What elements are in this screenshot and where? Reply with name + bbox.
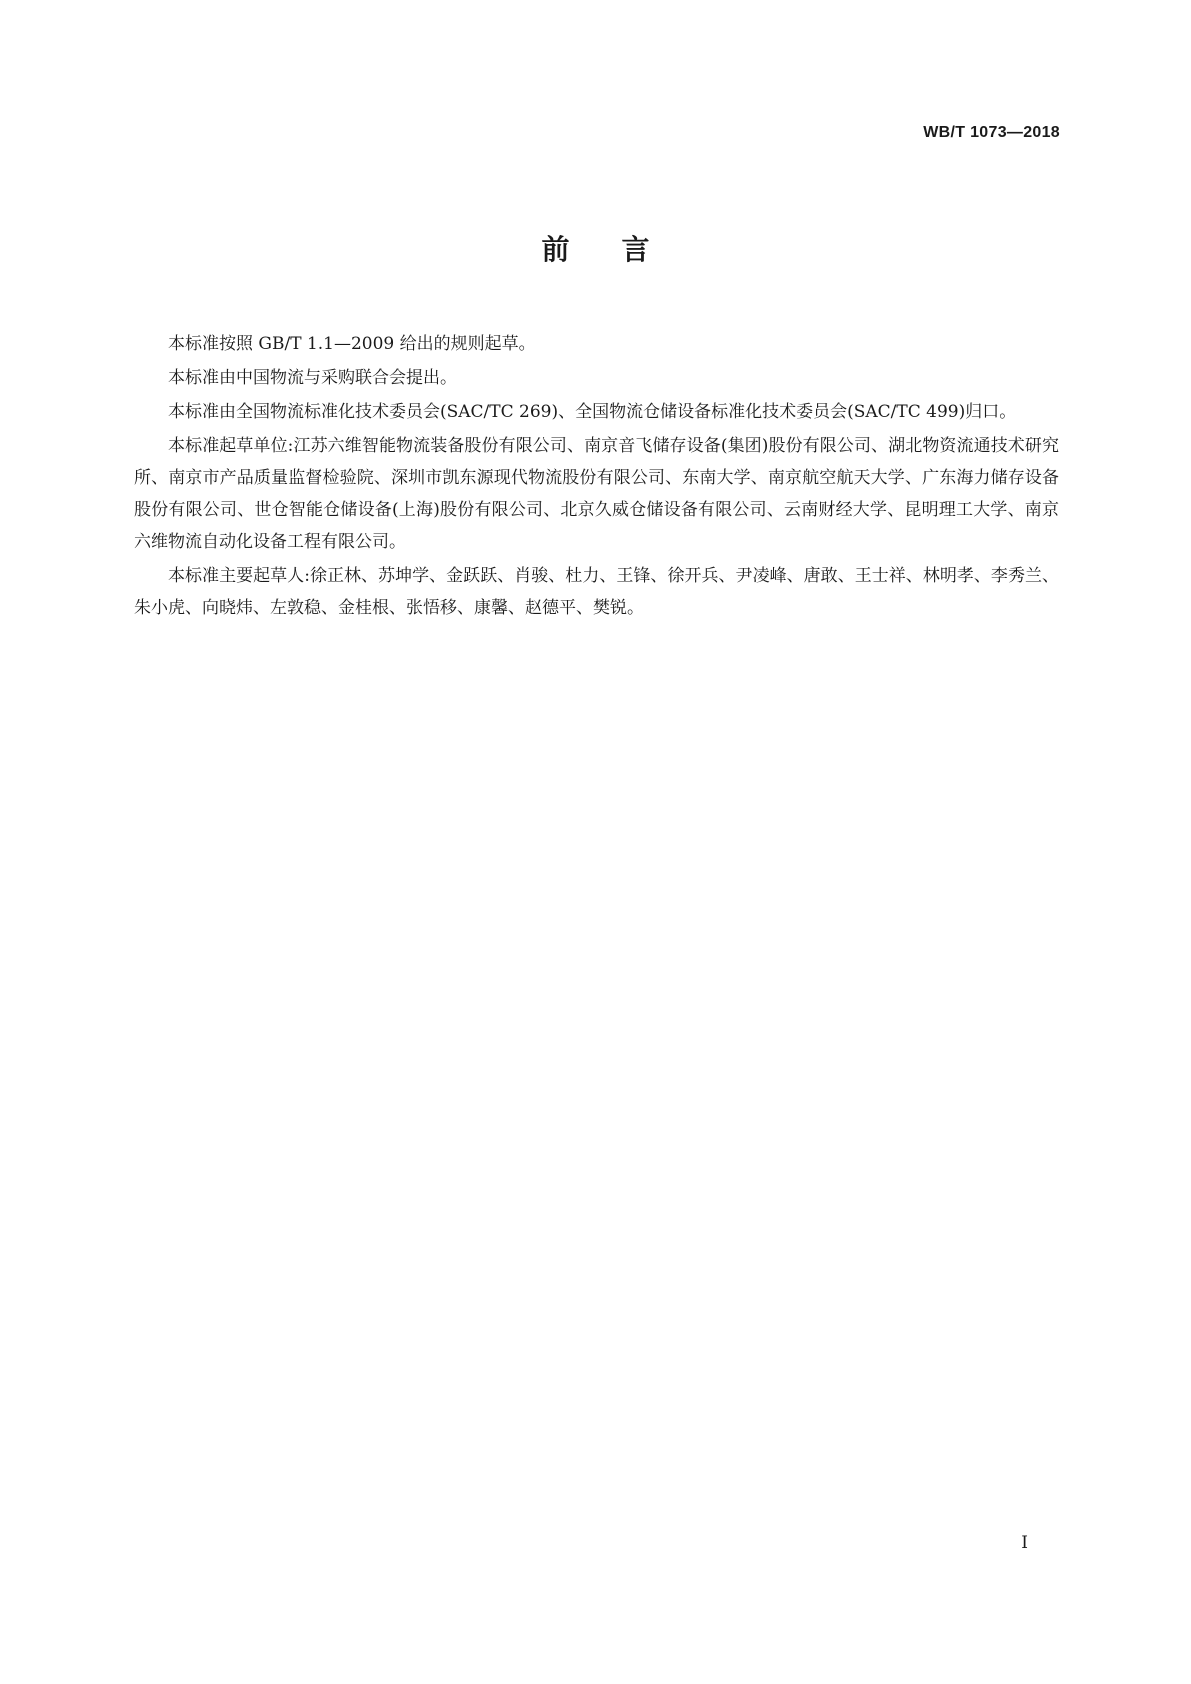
foreword-body bbox=[134, 328, 1059, 626]
paragraph-proposer: 本标准由中国物流与采购联合会提出。 bbox=[168, 368, 457, 388]
paragraph-administration: 本标准由全国物流标准化技术委员会(SAC/TC 269)、全国物流仓储设备标准化技术委员会(SAC/TC 499)归口。 bbox=[168, 402, 1017, 422]
page-number: I bbox=[1021, 1533, 1028, 1553]
section-title: 前言 bbox=[541, 233, 702, 266]
paragraph-drafting-rules: 本标准按照 GB/T 1.1—2009 给出的规则起草。 bbox=[168, 334, 536, 354]
standard-number: WB/T 1073—2018 bbox=[923, 124, 1060, 141]
paragraph-drafting-units: 本标准起草单位:江苏六维智能物流装备股份有限公司、南京音飞储存设备(集团)股份有限公司、湖北物资流通技术研究所、南京市产品质量监督检验院、深圳市凯东源现代物流股份有限公司、东南大学、南京航空航天大学、广东海力储存设备股份有限公司、世仓智能仓储设备(上海)股份有限公司、北京久威仓储设备有限公司、云南财经大学、昆明理工大学、南京六维物流自动化设备工程有限公司。 bbox=[134, 436, 1059, 552]
paragraph-drafters: 本标准主要起草人:徐正林、苏坤学、金跃跃、肖骏、杜力、王锋、徐开兵、尹凌峰、唐敢、王士祥、林明孝、李秀兰、朱小虎、向晓炜、左敦稳、金桂根、张悟移、康馨、赵德平、樊锐。 bbox=[134, 566, 1059, 618]
